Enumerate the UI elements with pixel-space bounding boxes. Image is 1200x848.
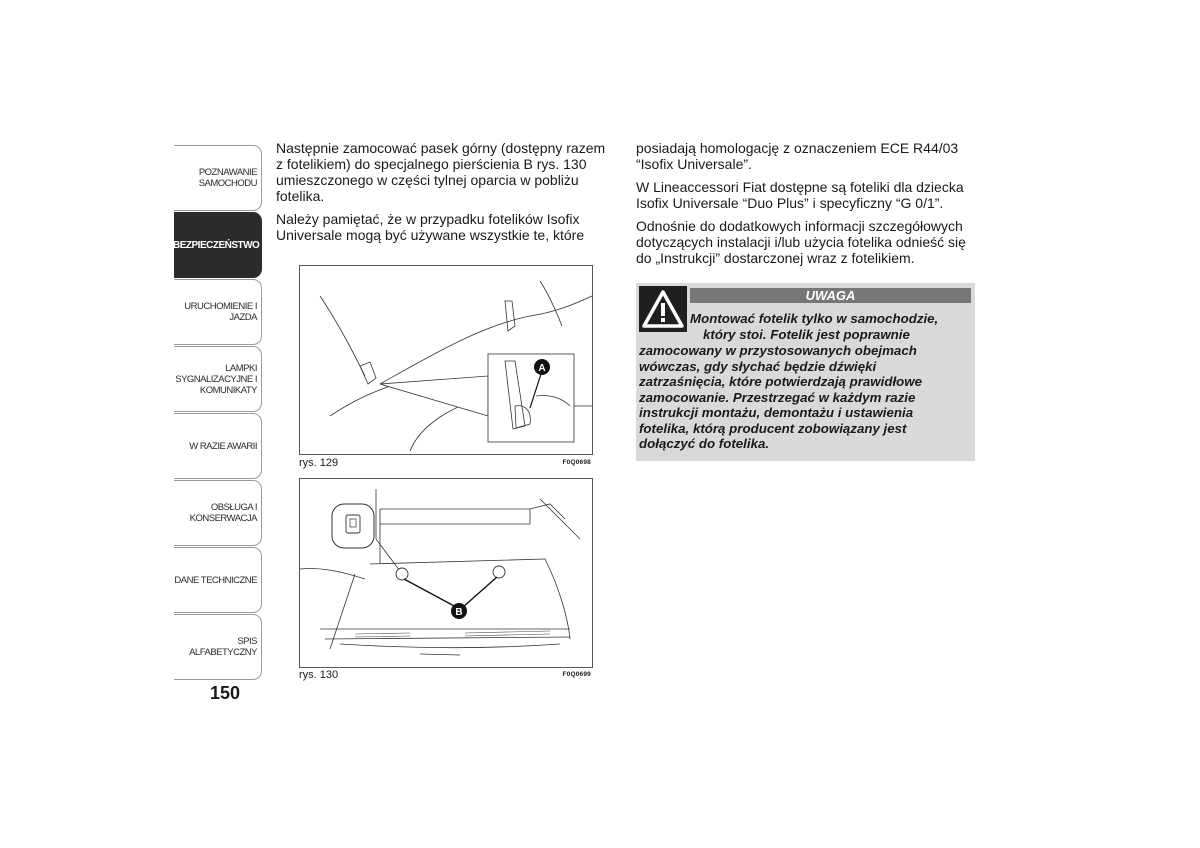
warning-line: dołączyć do fotelika.	[639, 436, 770, 451]
paragraph: W Lineaccessori Fiat dostępne są foteliki dla dziecka Isofix Universale “Duo Plus” i specyficzny “G 0/1”.	[636, 179, 964, 211]
text-column-left	[276, 140, 616, 250]
paragraph: Następnie zamocować pasek górny (dostępny razem z fotelikiem) do specjalnego pierścienia B rys. 130 umieszczonego w części tylnej oparcia w pobliżu fotelika.	[276, 140, 606, 204]
warning-line: Montować fotelik tylko w samochodzie,	[690, 311, 939, 326]
trunk-anchor-illustration	[300, 479, 592, 667]
figure-130-top-tether-rings	[299, 478, 593, 668]
tab-spis-alfabetyczny[interactable]	[174, 614, 262, 680]
warning-title: UWAGA	[690, 288, 971, 303]
warning-box	[636, 283, 975, 461]
tab-w-razie-awarii[interactable]	[174, 413, 262, 479]
text-column-right	[636, 140, 981, 273]
figure-129-isofix-anchor	[299, 265, 593, 455]
tab-dane-techniczne[interactable]	[174, 547, 262, 613]
tab-poznawanie-samochodu[interactable]	[174, 145, 262, 211]
paragraph: Odnośnie do dodatkowych informacji szczegółowych dotyczących instalacji i/lub użycia fotelika odnieść się do „Instrukcji” dostarczonej wraz z fotelikiem.	[636, 218, 966, 266]
tab-label: OBSŁUGA I KONSERWACJA	[189, 502, 257, 524]
tab-label: URUCHOMIENIE I JAZDA	[184, 301, 257, 323]
tab-uruchomienie-i-jazda[interactable]	[174, 279, 262, 345]
tab-label: W RAZIE AWARII	[189, 440, 257, 452]
page-number: 150	[210, 683, 241, 703]
tab-bezpieczenstwo[interactable]	[174, 212, 262, 278]
warning-line: wówczas, gdy słychać będzie dźwięki	[639, 359, 877, 374]
figure-label: rys. 130	[299, 669, 339, 681]
warning-line: który stoi. Fotelik jest poprawnie	[703, 327, 910, 342]
figure-129-caption	[299, 457, 591, 471]
warning-line: zamocowanie. Przestrzegać w każdym razie	[639, 390, 916, 405]
tab-label: BEZPIECZEŃSTWO	[173, 239, 260, 251]
warning-line: zatrzaśnięcia, które potwierdzają prawidłowe	[639, 374, 923, 389]
tab-label: DANE TECHNICZNE	[174, 574, 257, 586]
warning-line: instrukcji montażu, demontażu i ustawienia	[639, 405, 914, 420]
tab-obsluga-i-konserwacja[interactable]	[174, 480, 262, 546]
marker-label: A	[538, 363, 546, 374]
figure-code: F0Q0698	[562, 459, 591, 466]
figure-130-caption	[299, 669, 591, 683]
marker-label: B	[455, 607, 463, 618]
tab-lampki-sygnalizacyjne[interactable]	[174, 346, 262, 412]
tab-label: POZNAWANIE SAMOCHODU	[198, 167, 257, 189]
figure-label: rys. 129	[299, 457, 339, 469]
tab-label: LAMPKI SYGNALIZACYJNE I KOMUNIKATY	[175, 362, 257, 396]
paragraph: posiadają homologację z oznaczeniem ECE R44/03 “Isofix Universale”.	[636, 140, 959, 172]
isofix-seat-illustration	[300, 266, 592, 454]
warning-line: zamocowany w przystosowanych obejmach	[639, 343, 917, 358]
warning-triangle-icon	[639, 286, 687, 332]
warning-line: fotelika, którą producent zobowiązany jest	[639, 421, 907, 436]
tab-label: SPIS ALFABETYCZNY	[189, 636, 257, 658]
figure-code: F0Q0699	[562, 671, 591, 678]
paragraph: Należy pamiętać, że w przypadku fotelików Isofix Universale mogą być używane wszystkie te, które	[276, 211, 585, 243]
